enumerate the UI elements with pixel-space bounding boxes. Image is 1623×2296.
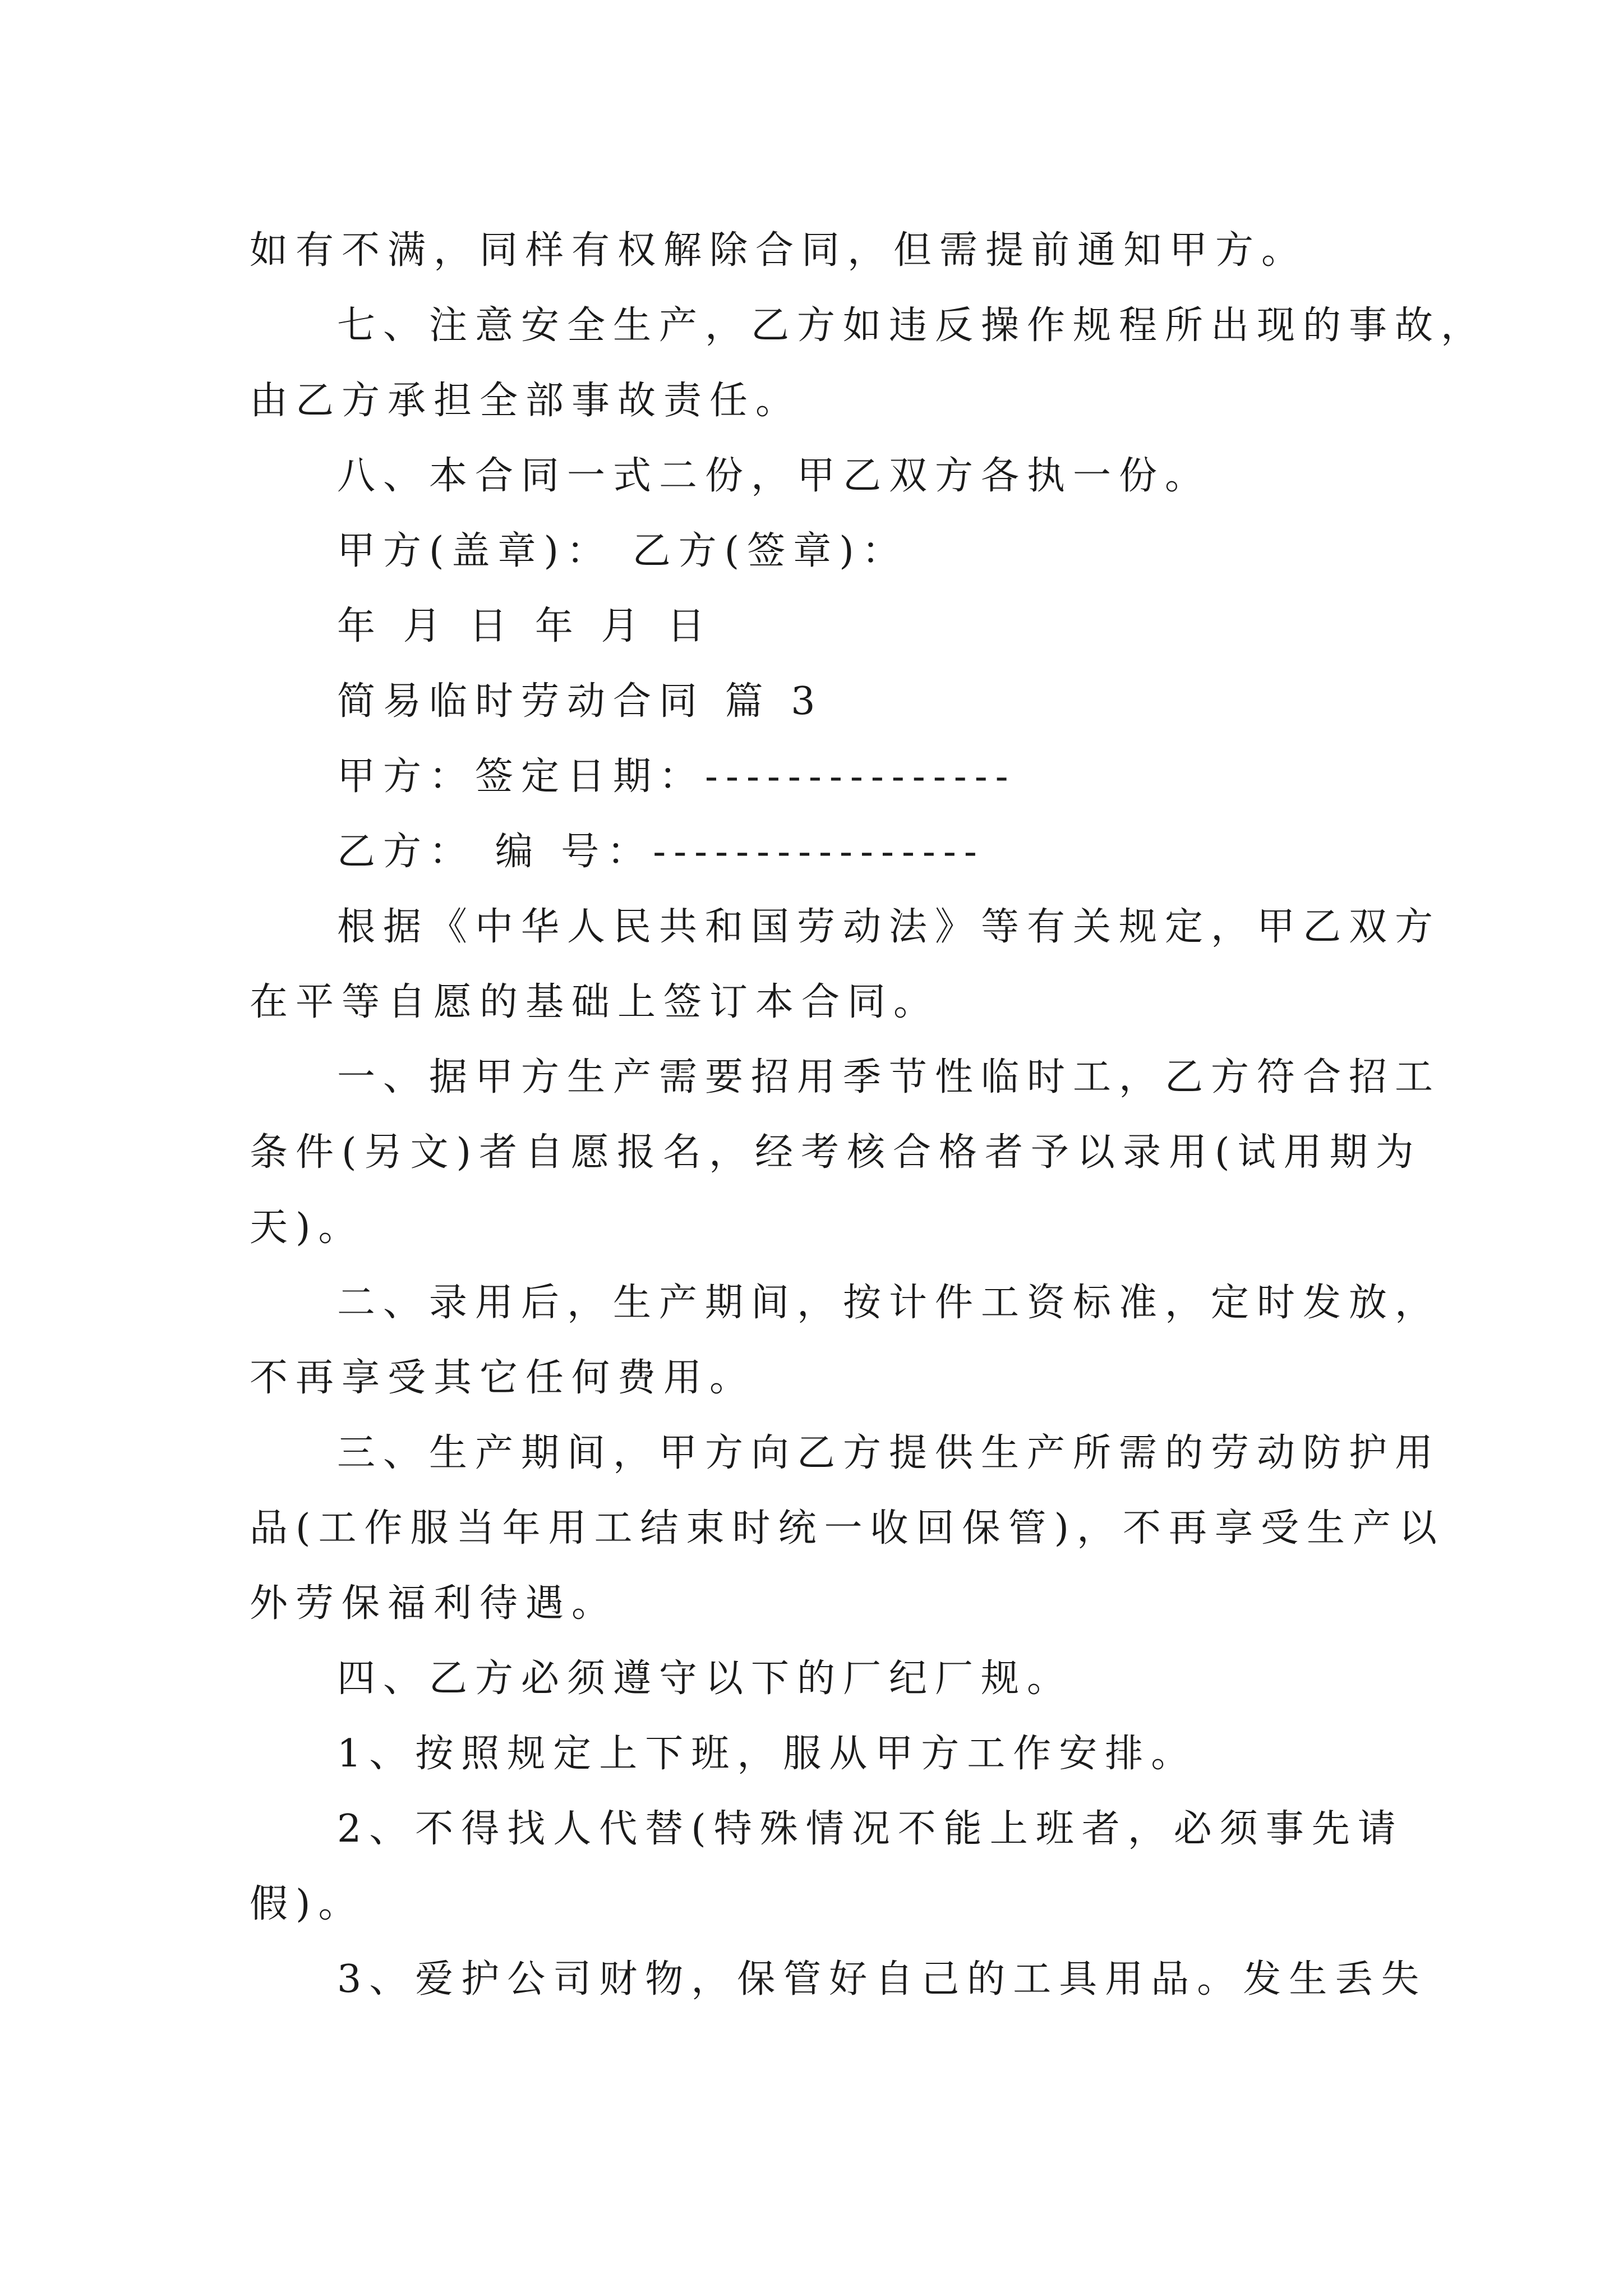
text-line: 品(工作服当年用工结束时统一收回保管)，不再享受生产以 — [250, 1506, 1445, 1550]
clause-4: 四、乙方必须遵守以下的厂纪厂规。 — [337, 1657, 1073, 1701]
clause-8: 八、本合同一式二份，甲乙双方各执一份。 — [337, 454, 1211, 498]
text-line: 如有不满，同样有权解除合同，但需提前通知甲方。 — [250, 228, 1308, 273]
signature-line: 甲方(盖章)： 乙方(签章)： — [337, 529, 908, 573]
clause-3: 三、生产期间，甲方向乙方提供生产所需的劳动防护用 — [337, 1431, 1441, 1475]
party-b-line: 乙方： 编 号：---------------- — [337, 830, 985, 874]
text-line: 由乙方承担全部事故责任。 — [250, 379, 802, 423]
rule-1: 1、按照规定上下班，服从甲方工作安排。 — [337, 1732, 1197, 1776]
text-line: 外劳保福利待遇。 — [250, 1581, 618, 1626]
section-title: 简易临时劳动合同 篇 3 — [337, 679, 823, 724]
text-line: 天)。 — [250, 1205, 365, 1250]
date-line: 年 月 日 年 月 日 — [337, 604, 713, 648]
text-line: 条件(另文)者自愿报名，经考核合格者予以录用(试用期为 — [250, 1130, 1422, 1175]
party-a-line: 甲方：签定日期：--------------- — [337, 754, 1016, 799]
preamble: 根据《中华人民共和国劳动法》等有关规定，甲乙双方 — [337, 905, 1441, 949]
rule-3: 3、爱护公司财物，保管好自己的工具用品。发生丢失 — [337, 1957, 1427, 2001]
clause-7: 七、注意安全生产，乙方如违反操作规程所出现的事故， — [337, 303, 1487, 348]
clause-1: 一、据甲方生产需要招用季节性临时工，乙方符合招工 — [337, 1055, 1441, 1099]
text-line: 在平等自愿的基础上签订本合同。 — [250, 980, 940, 1024]
rule-2: 2、不得找人代替(特殊情况不能上班者，必须事先请 — [337, 1807, 1404, 1851]
text-line: 假)。 — [250, 1882, 365, 1926]
text-line: 不再享受其它任何费用。 — [250, 1356, 756, 1400]
clause-2: 二、录用后，生产期间，按计件工资标准，定时发放， — [337, 1281, 1441, 1325]
document-body — [250, 213, 1487, 2017]
